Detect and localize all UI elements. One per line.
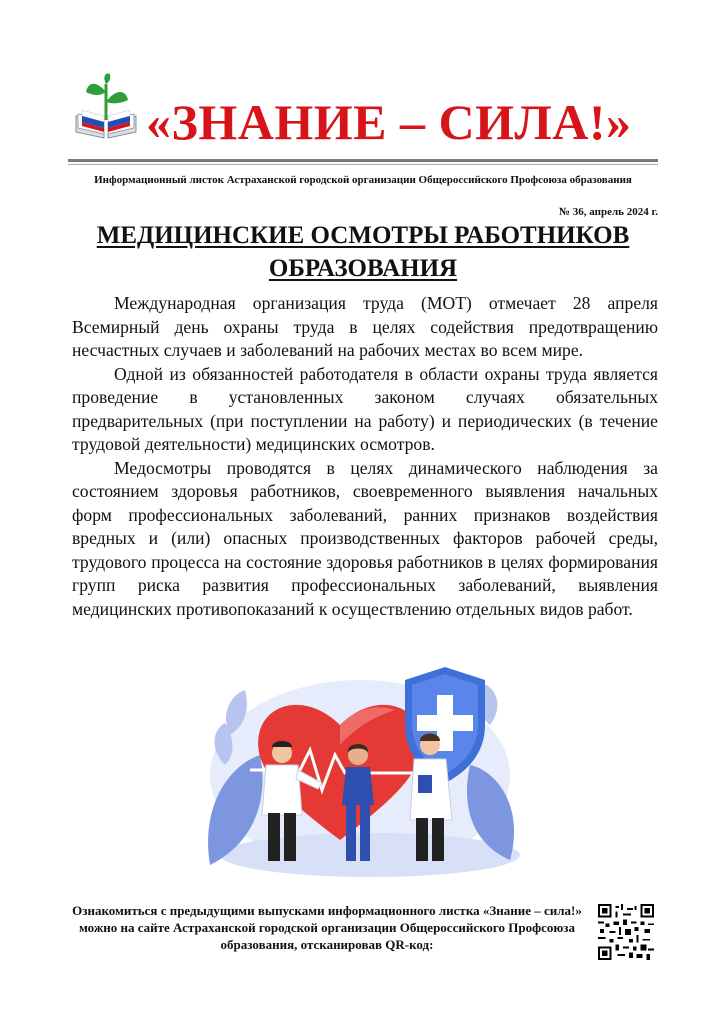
union-logo-icon: [70, 70, 142, 142]
paragraph-3: Медосмотры проводятся в целях динамического наблюдения за состоянием здоровья работников, своевременного выявления начальных форм профессиональных заболеваний, ранних признаков воздействия вредных и (или) опасных производственных факторов рабочей среды, трудового процесса на состояние здоровья работников в целях формирования групп риска развития профессиональных заболеваний, выявления медицинских противопоказаний к осуществлению отдельных видов работ.: [72, 457, 658, 619]
masthead-title: «ЗНАНИЕ – СИЛА!»: [146, 94, 632, 150]
newsletter-subtitle: Информационный листок Астраханской городской организации Общероссийского Профсоюза образования: [94, 174, 632, 186]
article-headline: [68, 219, 658, 285]
issue-number: № 36, апрель 2024 г.: [559, 206, 658, 218]
article-body: [72, 292, 658, 621]
paragraph-2: Одной из обязанностей работодателя в области охраны труда является проведение в установленных законом случаях обязательных предварительных (при поступлении на работу) и периодических (в течение трудовой деятельности) медицинских осмотров.: [72, 363, 658, 454]
headline-line-1: МЕДИЦИНСКИЕ ОСМОТРЫ РАБОТНИКОВ: [96, 222, 630, 249]
header-divider: [68, 159, 658, 162]
headline-line-2: ОБРАЗОВАНИЯ: [268, 255, 458, 282]
paragraph-1: Международная организация труда (МОТ) отмечает 28 апреля Всемирный день охраны труда в целях содействия предотвращению несчастных случаев и заболеваний на рабочих местах во всем мире.: [72, 293, 658, 360]
footer-note: Ознакомиться с предыдущими выпусками информационного листка «Знание – сила!» можно на сайте Астраханской городской организации Общероссийского Профсоюза образования, отсканировав QR-код:: [72, 903, 582, 952]
medical-staff-heart-shield-illustration: [190, 655, 530, 885]
header-divider-thin: [68, 164, 658, 165]
qr-code-icon[interactable]: [598, 904, 654, 960]
